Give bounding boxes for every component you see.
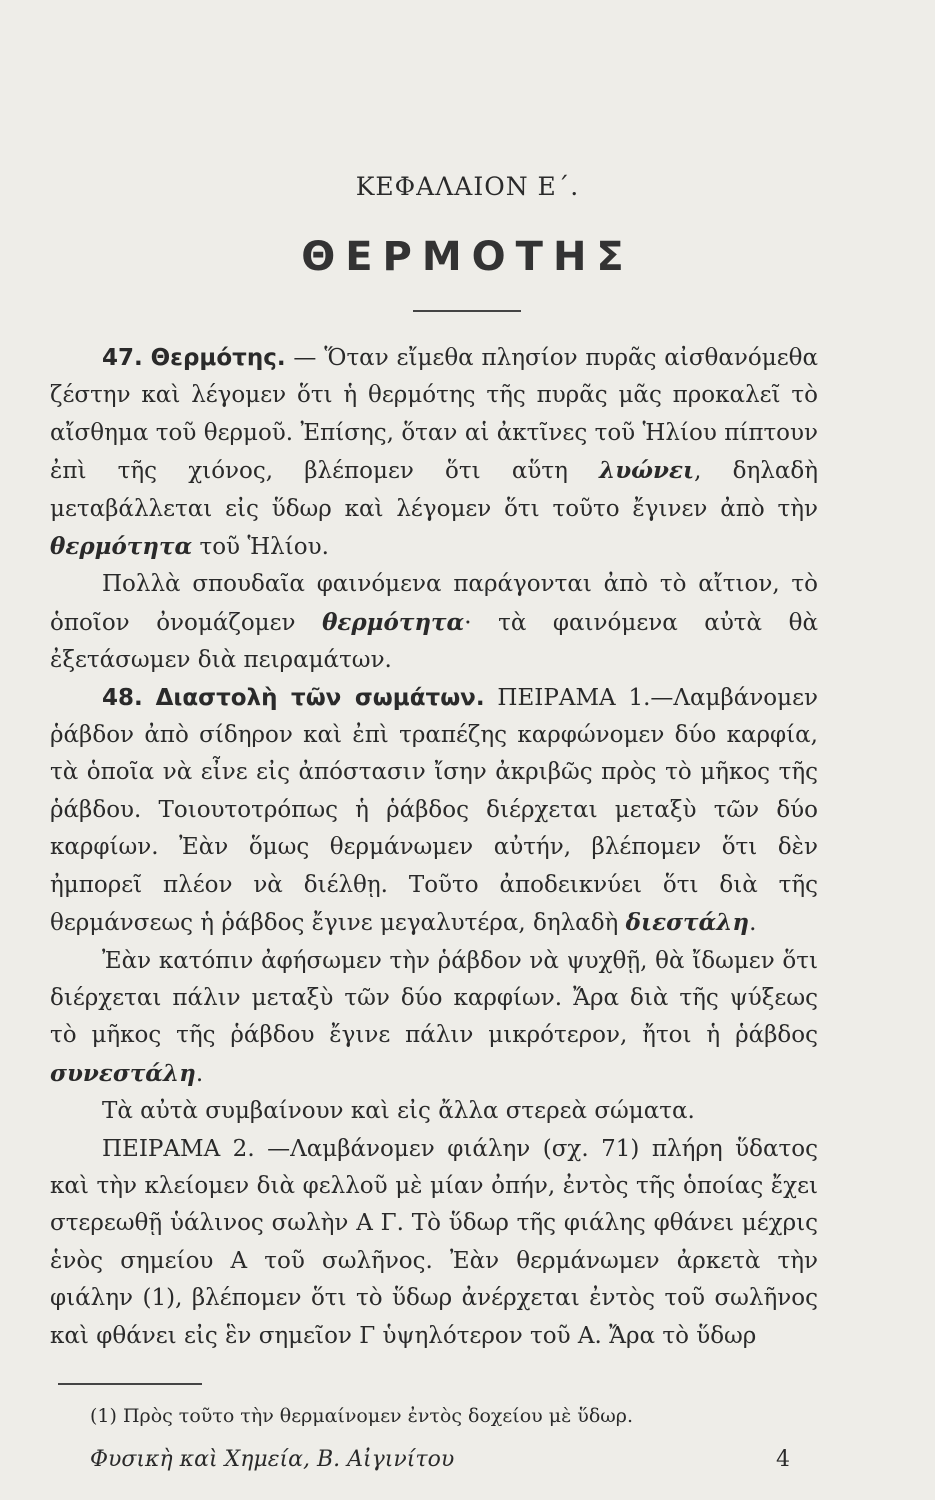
paragraph-text: ΠΕΙΡΑΜΑ 2. —Λαμβάνομεν φιάλην (σχ. 71) πλήρη ὕδατος καὶ τὴν κλείομεν διὰ φελλοῦ μὲ μίαν ὀπήν, ἐντὸς τῆς ὁποίας ἔχει στερεωθῇ ὑάλινος σωλὴν Α Γ. Τὸ ὕδωρ τῆς φιάλης φθάνει μέχρις ἑνὸς σημείου Α τοῦ σωλῆνος. Ἐὰν θερμάνωμεν ἀρκετὰ τὴν φιάλην: [50, 1135, 818, 1312]
book-title: Φυσικὴ καὶ Χημεία, Β. Αἰγινίτου: [90, 1447, 455, 1472]
paragraph-text: .: [195, 1060, 204, 1087]
paragraph-47-2: [50, 566, 818, 679]
page-footer: [90, 1447, 790, 1472]
paragraph-text: ΠΕΙΡΑΜΑ 1.—Λαμβάνομεν ῥάβδον ἀπὸ σίδηρον καὶ ἐπὶ τραπέζης καρφώνομεν δύο καρφία, τὰ ὁποῖα νὰ εἶνε εἰς ἀπόστασιν ἴσην ἀκριβῶς πρὸς τὸ μῆκος τῆς ῥάβδου. Τοιουτοτρόπως ἡ ῥάβδος διέρχεται μεταξὺ τῶν δύο καρφίων. Ἐὰν ὅμως θερμάνωμεν αὐτήν, βλέπομεν ὅτι δὲν ἠμπορεῖ πλέον νὰ διέλθῃ. Τοῦτο ἀποδεικνύει ὅτι διὰ τῆς θερμάνσεως ἡ ῥάβδος ἔγινε μεγαλυτέρα, δηλαδὴ: [50, 684, 818, 937]
emphasized-term: συνεστάλη: [50, 1059, 196, 1087]
section-heading: Θερμότης.: [150, 345, 286, 371]
paragraph-48: [50, 680, 818, 943]
page-number: 4: [776, 1447, 790, 1472]
paragraph-text: Πολλὰ σπουδαῖα φαινόμενα παράγονται ἀπὸ τὸ αἴτιον, τὸ ὁποῖον ὀνομάζομεν: [50, 571, 818, 636]
footnote-reference: (1): [142, 1285, 176, 1312]
footnote: (1) Πρὸς τοῦτο τὴν θερμαίνομεν ἐντὸς δοχείου μὲ ὕδωρ.: [90, 1405, 634, 1427]
chapter-heading: ΚΕΦΑΛΑΙΟΝ Ε΄.: [355, 172, 580, 201]
section-heading: Διαστολὴ τῶν σωμάτων.: [155, 684, 485, 711]
footnote-rule: [58, 1383, 202, 1385]
emphasized-term: θερμότητα: [322, 608, 465, 636]
emphasized-term: διεστάλη: [625, 909, 750, 937]
section-number: 48.: [102, 684, 143, 711]
paragraph-text: Ἐὰν κατόπιν ἀφήσωμεν τὴν ῥάβδον νὰ ψυχθῇ, θὰ ἴδωμεν ὅτι διέρχεται πάλιν μεταξὺ τῶν δύο καρφίων. Ἄρα διὰ τῆς ψύξεως τὸ μῆκος τῆς ῥάβδου ἔγινε πάλιν μικρότερον, ἤτοι ἡ ῥάβδος: [50, 947, 818, 1049]
paragraph-47: [50, 340, 818, 566]
paragraph-48-3: Τὰ αὐτὰ συμβαίνουν καὶ εἰς ἄλλα στερεὰ σώματα.: [102, 1098, 695, 1125]
title-rule: [413, 310, 521, 312]
paragraph-text: , βλέπομεν ὅτι τὸ ὕδωρ ἀνέρχεται ἐντὸς τοῦ σωλῆνος καὶ φθάνει εἰς ἓν σημεῖον Γ ὑψηλότερον τοῦ Α. Ἄρα τὸ ὕδωρ: [50, 1285, 819, 1349]
chapter-subject: ΘΕΡΜΟΤΗΣ: [301, 234, 634, 280]
section-number: 47.: [102, 345, 143, 371]
paragraph-text: τοῦ Ἡλίου.: [192, 534, 329, 561]
paragraph-48-2: [50, 943, 818, 1094]
paragraph-48-4: [50, 1131, 818, 1355]
page-body: [50, 340, 818, 1355]
paragraph-text: · τὰ φαινόμενα αὐτὰ θὰ ἐξετάσωμεν διὰ πειραμάτων.: [50, 609, 818, 674]
emphasized-term: θερμότητα: [50, 533, 193, 561]
paragraph-text: — Ὅταν εἴμεθα πλησίον πυρᾶς αἰσθανόμεθα ζέστην καὶ λέγομεν ὅτι ἡ θερμότης τῆς πυρᾶς μᾶς προκαλεῖ τὸ αἴσθημα τοῦ θερμοῦ. Ἐπίσης, ὅταν αἱ ἀκτῖνες τοῦ Ἡλίου πίπτουν ἐπὶ τῆς χιόνος, βλέπομεν ὅτι αὕτη: [50, 345, 819, 485]
paragraph-text: , δηλαδὴ μεταβάλλεται εἰς ὕδωρ καὶ λέγομεν ὅτι τοῦτο ἔγινεν ἀπὸ τὴν: [50, 458, 818, 522]
paragraph-text: .: [749, 910, 757, 937]
emphasized-term: λυώνει: [599, 457, 695, 485]
